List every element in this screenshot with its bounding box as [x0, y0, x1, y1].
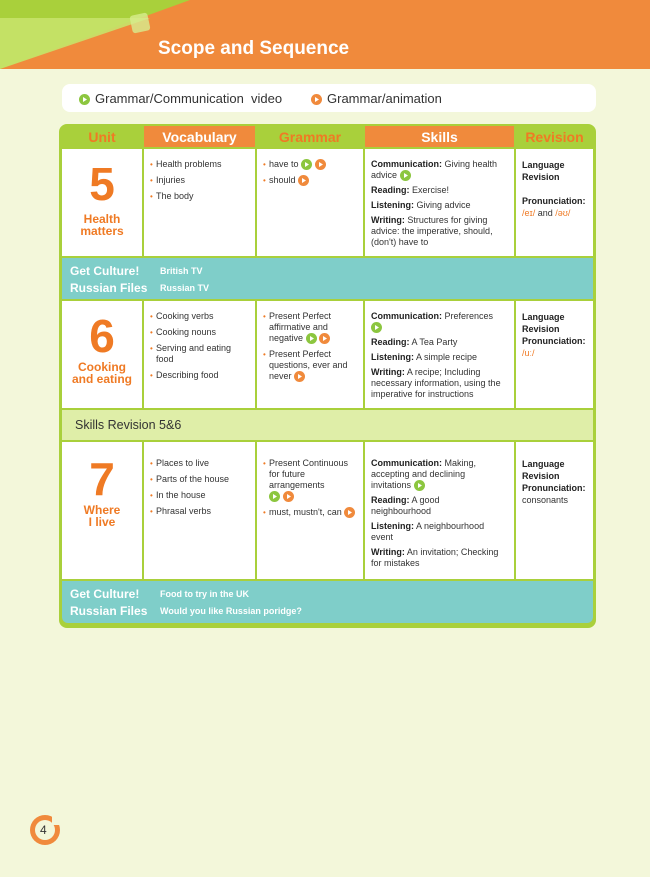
- skill-writing: Writing: A recipe; Including necessary information, using the imperative for instructions: [371, 367, 501, 400]
- play-green-icon[interactable]: [371, 322, 382, 333]
- unit-name-line1: Cooking: [78, 360, 126, 374]
- list-item: • Health problems: [150, 159, 250, 170]
- list-item: • The body: [150, 191, 250, 202]
- play-green-icon: [79, 93, 90, 104]
- play-orange-icon[interactable]: [315, 159, 326, 170]
- page-number-badge: [30, 815, 60, 845]
- skill-listening: Listening: A simple recipe: [371, 352, 478, 363]
- unit7-vocabulary: [144, 442, 255, 579]
- revision-revision: Revision: [522, 324, 560, 334]
- unit6-grammar: [257, 301, 363, 408]
- skill-reading: Reading: Exercise!: [371, 185, 450, 196]
- column-header-vocabulary: Vocabulary: [144, 126, 255, 147]
- legend-video: [79, 91, 282, 106]
- play-orange-icon[interactable]: [344, 507, 355, 518]
- russian-files-value: Russian TV: [160, 283, 210, 293]
- grammar-text: Present Perfect affirmative and negative: [269, 311, 332, 343]
- revision-language: Language: [522, 312, 565, 322]
- revision-revision: Revision: [522, 471, 560, 481]
- list-item: • In the house: [150, 490, 250, 501]
- skill-reading: Reading: A Tea Party: [371, 337, 458, 348]
- get-culture-value: British TV: [160, 266, 203, 276]
- pronunciation-label: Pronunciation:: [522, 483, 586, 493]
- ipa-symbol: /uː/: [522, 348, 535, 358]
- play-orange-icon[interactable]: [319, 333, 330, 344]
- russian-files-label: Russian Files: [70, 281, 148, 295]
- play-green-icon[interactable]: [400, 170, 411, 181]
- skill-listening: Listening: Giving advice: [371, 200, 471, 211]
- pronunciation-label: Pronunciation:: [522, 196, 586, 206]
- unit5-skills: [365, 149, 514, 256]
- pronunciation-label: Pronunciation:: [522, 336, 586, 346]
- unit-name-line2: and eating: [71, 372, 132, 386]
- play-orange-icon[interactable]: [283, 491, 294, 502]
- russian-files-value: Would you like Russian poridge?: [160, 606, 302, 616]
- skill-listening: Listening: A neighbourhood event: [371, 521, 485, 543]
- get-culture-value: Food to try in the UK: [160, 589, 249, 599]
- skill-reading: Reading: A good neighbourhood: [371, 495, 440, 517]
- header-lime-shape: [0, 18, 150, 69]
- page-number: 4: [40, 823, 47, 837]
- revision-language: Language: [522, 459, 565, 469]
- unit-number: 7: [89, 453, 115, 505]
- unit-number: 5: [89, 158, 115, 210]
- play-orange-icon[interactable]: [294, 371, 305, 382]
- unit6-cell: [62, 301, 142, 408]
- unit5-grammar: [257, 149, 363, 256]
- conjunction: and: [537, 208, 553, 218]
- skill-writing: Writing: An invitation; Checking for mistakes: [371, 547, 499, 569]
- list-item: • Injuries: [150, 175, 250, 186]
- play-green-icon[interactable]: [269, 491, 280, 502]
- skill-communication: Communication: Giving health advice: [371, 159, 498, 180]
- get-culture-label: Get Culture!: [70, 587, 140, 601]
- grammar-text: Present Continuous for future arrangements: [269, 458, 349, 490]
- list-item: • Parts of the house: [150, 474, 250, 485]
- legend-animation: [311, 91, 442, 106]
- revision-language: Language: [522, 160, 565, 170]
- column-header-grammar: Grammar: [257, 126, 363, 147]
- list-item: [263, 458, 359, 502]
- play-orange-icon[interactable]: [298, 175, 309, 186]
- grammar-text: have to: [269, 159, 299, 169]
- unit7-revision: [516, 442, 593, 579]
- unit-name-line2: I live: [88, 515, 116, 529]
- list-item: [263, 159, 359, 170]
- legend-animation-label: Grammar/animation: [327, 91, 442, 106]
- pronunciation-value: consonants: [522, 495, 569, 505]
- unit7-grammar: [257, 442, 363, 579]
- unit5-revision: [516, 149, 593, 256]
- russian-files-label: Russian Files: [70, 604, 148, 618]
- culture-band-1: [62, 258, 593, 299]
- unit5-vocabulary: [144, 149, 255, 256]
- skill-writing: Writing: Structures for giving advice: the imperative, should, (don't) have to: [371, 215, 493, 248]
- list-item: [263, 349, 359, 382]
- culture-band-2: [62, 581, 593, 623]
- skills-revision-label: Skills Revision 5&6: [75, 418, 182, 432]
- icon-legend: [62, 84, 596, 112]
- unit5-cell: [62, 149, 142, 256]
- play-green-icon[interactable]: [414, 480, 425, 491]
- unit-number: 6: [89, 310, 115, 362]
- skill-communication: Communication: Making, accepting and declining invitations: [371, 458, 477, 490]
- header-square-decoration: [129, 12, 150, 33]
- unit7-cell: [62, 442, 142, 579]
- get-culture-label: Get Culture!: [70, 264, 140, 278]
- column-header-skills: Skills: [365, 126, 514, 147]
- play-green-icon[interactable]: [306, 333, 317, 344]
- play-green-icon[interactable]: [301, 159, 312, 170]
- list-item: • Serving and eating food: [150, 343, 250, 365]
- skills-revision-row: [62, 410, 593, 440]
- unit7-skills: [365, 442, 514, 579]
- unit-name-line2: matters: [80, 224, 124, 238]
- list-item: • Cooking verbs: [150, 311, 250, 322]
- list-item: • Cooking nouns: [150, 327, 250, 338]
- unit6-revision: [516, 301, 593, 408]
- grammar-text: Present Perfect questions, ever and never: [269, 349, 348, 382]
- column-header-unit: Unit: [62, 126, 142, 147]
- revision-revision: Revision: [522, 172, 560, 182]
- unit6-vocabulary: [144, 301, 255, 408]
- page-title: Scope and Sequence: [158, 38, 350, 59]
- skill-communication: Communication: Preferences: [371, 311, 509, 333]
- list-item: [263, 507, 359, 518]
- ipa-symbol: /əʊ/: [555, 208, 571, 218]
- play-orange-icon: [311, 93, 322, 104]
- list-item: • Places to live: [150, 458, 250, 469]
- list-item: • Phrasal verbs: [150, 506, 250, 517]
- grammar-text: must, mustn't, can: [269, 507, 342, 518]
- unit6-skills: [365, 301, 514, 408]
- legend-video-label: Grammar/Communication video: [95, 91, 283, 106]
- list-item: [263, 175, 359, 186]
- unit-name-line1: Health: [83, 212, 121, 226]
- list-item: • Describing food: [150, 370, 250, 381]
- unit-name-line1: Where: [83, 503, 121, 517]
- ipa-symbol: /eɪ/: [522, 208, 536, 218]
- column-header-revision: Revision: [516, 126, 593, 147]
- grammar-text: should: [269, 175, 296, 186]
- list-item: [263, 311, 359, 344]
